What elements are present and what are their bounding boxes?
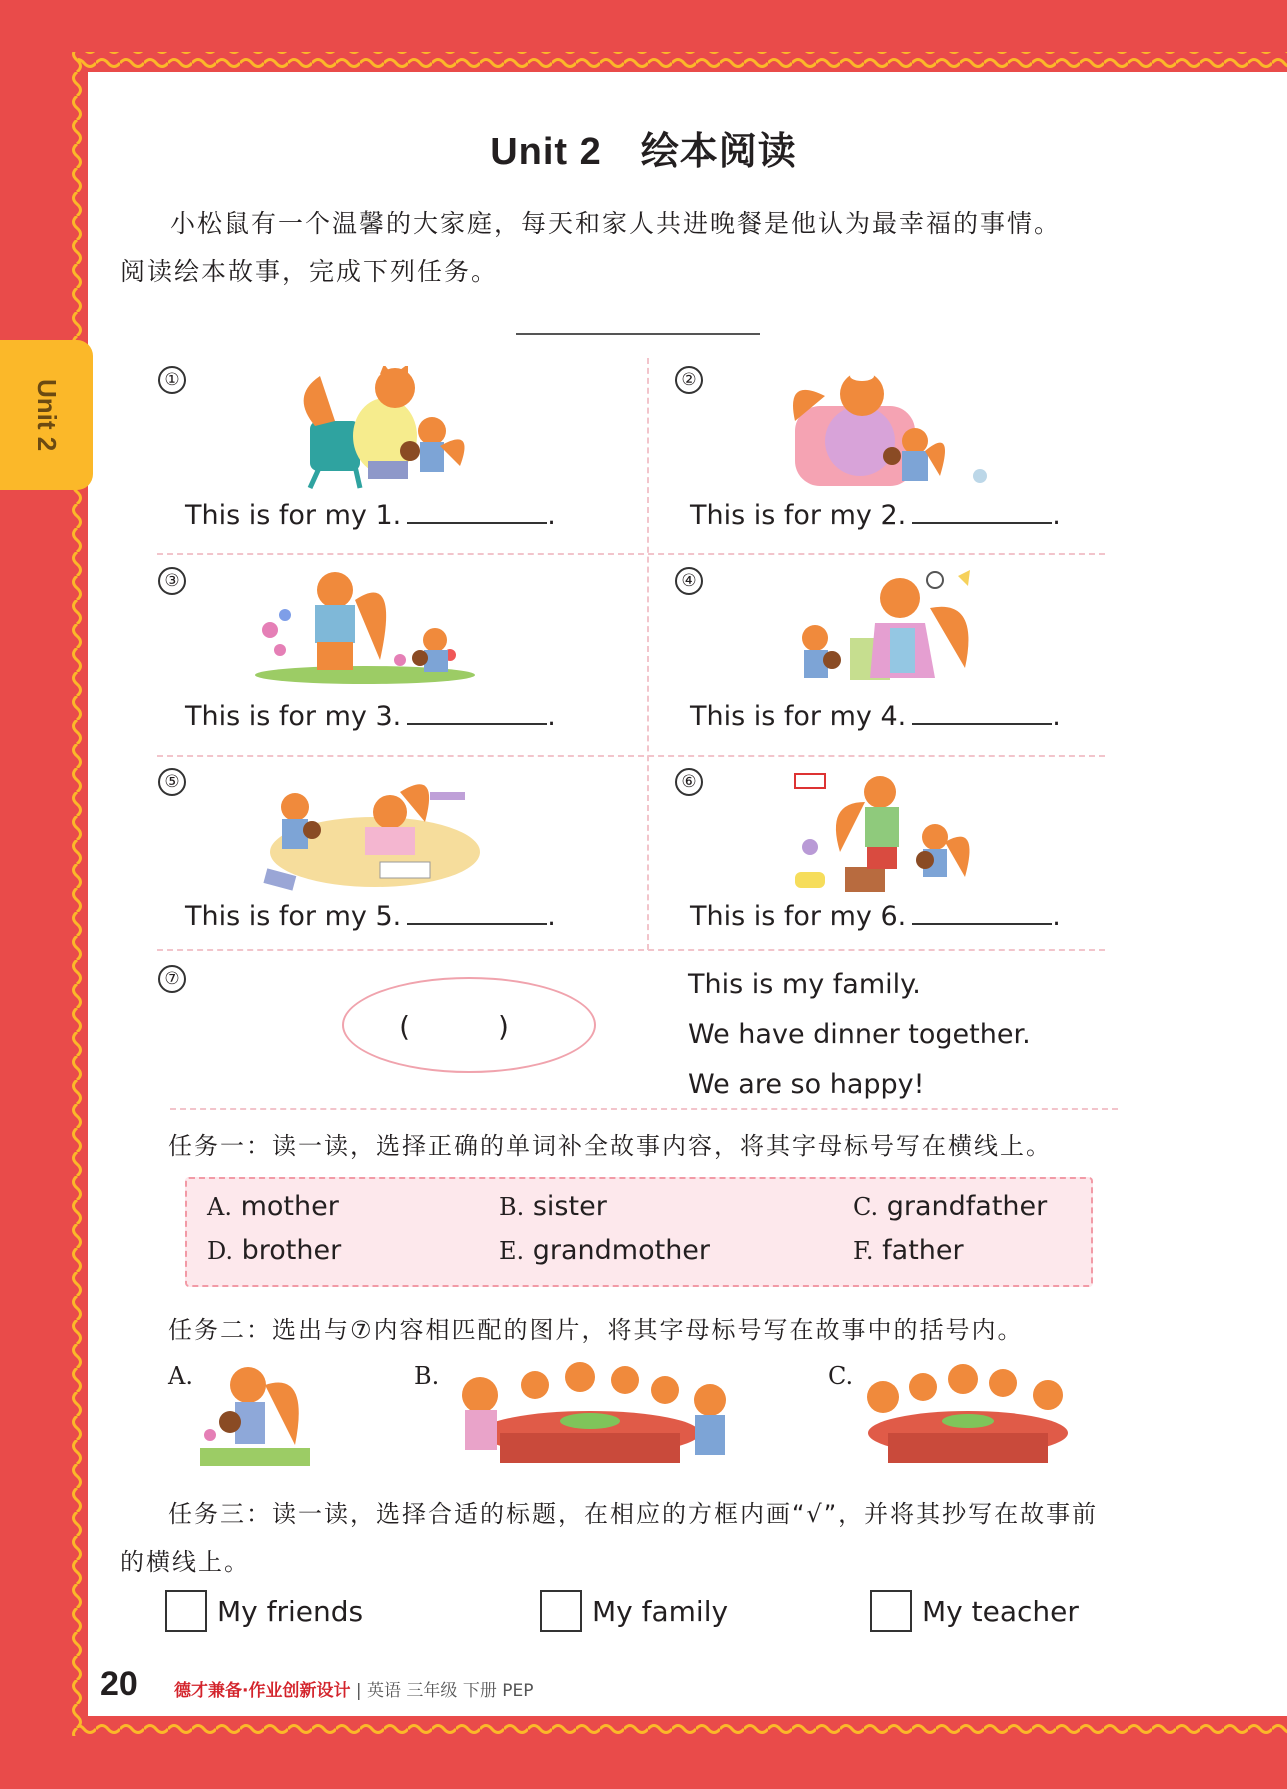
panel-7-line-3: We are so happy! xyxy=(688,1069,925,1100)
task-2-instruction: 任务二：选出与⑦内容相匹配的图片，将其字母标号写在故事中的括号内。 xyxy=(168,1316,1024,1344)
unit-tab-label: Unit 2 xyxy=(32,378,62,452)
panel-number: ④ xyxy=(675,567,703,595)
option-letter: D. xyxy=(207,1237,234,1265)
footer-details: | 英语 三年级 下册 PEP xyxy=(355,1681,534,1701)
option-f xyxy=(853,1235,964,1266)
fox-grandfather-garden-illustration xyxy=(250,570,480,685)
blank-4[interactable] xyxy=(912,701,1052,725)
task-3-instruction-line-2: 的横线上。 xyxy=(120,1548,250,1576)
panel-divider-vertical xyxy=(647,358,649,950)
option-a xyxy=(207,1191,339,1222)
panel-number: ① xyxy=(158,366,186,394)
option-word: sister xyxy=(532,1191,607,1222)
footer-brand: 德才兼备·作业创新设计 xyxy=(174,1681,351,1701)
page-number: 20 xyxy=(100,1665,138,1703)
panel-1-text: This is for my 1. xyxy=(185,500,402,531)
option-letter: B. xyxy=(499,1193,525,1221)
option-b xyxy=(499,1191,607,1222)
page-title: Unit 2 绘本阅读 xyxy=(490,131,797,173)
footer-info xyxy=(174,1676,533,1701)
panel-7-text xyxy=(688,960,1031,1110)
option-letter: C. xyxy=(853,1193,879,1221)
option-letter: A. xyxy=(207,1193,232,1221)
picture-label-b: B. xyxy=(414,1362,440,1390)
picture-answer-oval[interactable] xyxy=(342,977,596,1073)
option-word: grandmother xyxy=(532,1235,711,1266)
fox-brother-toys-illustration xyxy=(785,772,995,897)
checkbox[interactable] xyxy=(540,1590,582,1632)
checkbox[interactable] xyxy=(165,1590,207,1632)
intro-line-1: 小松鼠有一个温馨的大家庭，每天和家人共进晚餐是他认为最幸福的事情。 xyxy=(170,209,1062,238)
picture-c-family-dinner[interactable] xyxy=(858,1355,1078,1473)
blank-2[interactable] xyxy=(912,500,1052,524)
picture-a-fox-alone[interactable] xyxy=(200,1360,310,1470)
option-word: brother xyxy=(241,1235,342,1266)
panel-divider-row1 xyxy=(157,553,1105,555)
word-options-box xyxy=(185,1177,1093,1287)
picture-label-c: C. xyxy=(828,1362,854,1390)
option-letter: F. xyxy=(853,1237,874,1265)
option-letter: E. xyxy=(499,1237,525,1265)
picture-label-a: A. xyxy=(168,1362,193,1390)
option-word: mother xyxy=(240,1191,339,1222)
intro-paragraph xyxy=(120,200,1180,296)
title-choice-family[interactable] xyxy=(540,1590,728,1632)
title-choice-friends[interactable] xyxy=(165,1590,363,1632)
panel-5-text: This is for my 5. xyxy=(185,901,402,932)
option-d xyxy=(207,1235,341,1266)
panel-number: ⑦ xyxy=(158,965,186,993)
fox-sister-reading-illustration xyxy=(250,772,480,892)
choice-label: My teacher xyxy=(922,1594,1079,1628)
blank-1[interactable] xyxy=(407,500,547,524)
option-word: grandfather xyxy=(886,1191,1048,1222)
panel-number: ③ xyxy=(158,567,186,595)
option-e xyxy=(499,1235,710,1266)
panel-1-sentence: This is for my 1. . xyxy=(185,500,556,531)
panel-3-sentence: This is for my 3. . xyxy=(185,701,556,732)
panel-2-text: This is for my 2. xyxy=(690,500,907,531)
picture-b-family-dinner[interactable] xyxy=(440,1355,740,1473)
task-3-instruction-line-1: 任务三：读一读，选择合适的标题，在相应的方框内画“√”，并将其抄写在故事前 xyxy=(168,1500,1099,1528)
panel-2-sentence: This is for my 2. . xyxy=(690,500,1061,531)
task-1-instruction: 任务一：读一读，选择正确的单词补全故事内容，将其字母标号写在横线上。 xyxy=(168,1132,1052,1160)
title-choice-teacher[interactable] xyxy=(870,1590,1079,1632)
option-c xyxy=(853,1191,1047,1222)
panel-5-sentence: This is for my 5. . xyxy=(185,901,556,932)
fox-mother-illustration xyxy=(790,568,990,688)
panel-6-text: This is for my 6. xyxy=(690,901,907,932)
checkbox[interactable] xyxy=(870,1590,912,1632)
panel-4-sentence: This is for my 4. . xyxy=(690,701,1061,732)
panel-divider-row3 xyxy=(157,949,1105,951)
blank-5[interactable] xyxy=(407,901,547,925)
story-title-blank[interactable] xyxy=(516,333,760,335)
fox-grandmother-sofa-illustration xyxy=(790,366,1000,491)
panel-4-text: This is for my 4. xyxy=(690,701,907,732)
panel-number: ⑤ xyxy=(158,768,186,796)
choice-label: My family xyxy=(592,1594,729,1628)
panel-7-line-1: This is my family. xyxy=(688,969,921,1000)
panel-divider-row2 xyxy=(157,755,1105,757)
panel-number: ② xyxy=(675,366,703,394)
panel-6-sentence: This is for my 6. . xyxy=(690,901,1061,932)
blank-6[interactable] xyxy=(912,901,1052,925)
intro-line-2: 阅读绘本故事，完成下列任务。 xyxy=(120,257,499,286)
panel-7-line-2: We have dinner together. xyxy=(688,1019,1031,1050)
panel-3-text: This is for my 3. xyxy=(185,701,402,732)
blank-3[interactable] xyxy=(407,701,547,725)
unit-side-tab xyxy=(0,340,93,490)
choice-label: My friends xyxy=(217,1594,364,1628)
option-word: father xyxy=(882,1235,964,1266)
panel-number: ⑥ xyxy=(675,768,703,796)
fox-father-chair-illustration xyxy=(300,366,480,491)
answer-parentheses[interactable]: ( ) xyxy=(399,1010,539,1043)
